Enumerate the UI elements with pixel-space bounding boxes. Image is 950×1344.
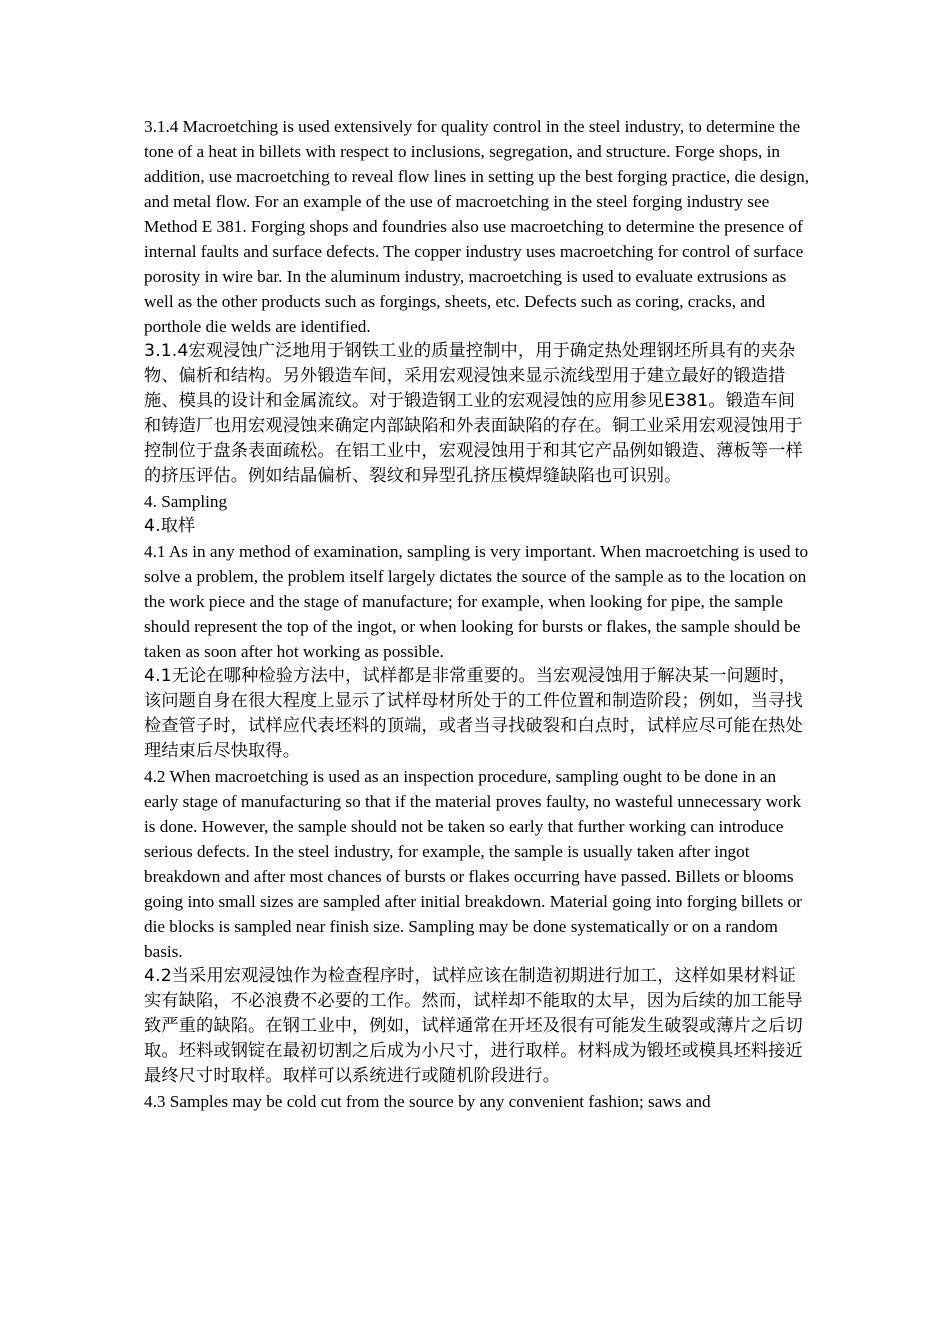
paragraph-4-2-en: 4.2 When macroetching is used as an inspection procedure, sampling ought to be done in an early stage of manufacturing so that if the material proves faulty, no wasteful unnecessary work is done. However, the sample should not be taken so early that further working can introduce serious defects. In the steel industry, for example, the sample is usually taken after ingot breakdown and after most chances of bursts or flakes occurring have passed. Billets or blooms going into small sizes are sampled after initial breakdown. Material going into forging billets or die blocks is sampled near finish size. Sampling may be done systematically or on a random basis.: [144, 767, 802, 961]
paragraph-4-1-en: 4.1 As in any method of examination, sampling is very important. When macroetching is used to solve a problem, the problem itself largely dictates the source of the sample as to the location on the work piece and the stage of manufacture; for example, when looking for pipe, the sample should represent the top of the ingot, or when looking for bursts or flakes, the sample should be taken as soon after hot working as possible.: [144, 542, 809, 661]
section-heading-sampling-zh: 4.取样: [144, 516, 196, 536]
document-body: [144, 114, 810, 1114]
paragraph-4-3-en: 4.3 Samples may be cold cut from the source by any convenient fashion; saws and: [144, 1092, 711, 1111]
section-heading-sampling-en: 4. Sampling: [144, 492, 228, 511]
paragraph-3-1-4-zh: 3.1.4宏观浸蚀广泛地用于钢铁工业的质量控制中，用于确定热处理钢坯所具有的夹杂物、偏析和结构。另外锻造车间，采用宏观浸蚀来显示流线型用于建立最好的锻造措施、模具的设计和金属流纹。对于锻造钢工业的宏观浸蚀的应用参见E381。锻造车间和铸造厂也用宏观浸蚀来确定内部缺陷和外表面缺陷的存在。铜工业采用宏观浸蚀用于控制位于盘条表面疏松。在铝工业中，宏观浸蚀用于和其它产品例如锻造、薄板等一样的挤压评估。例如结晶偏析、裂纹和异型孔挤压模焊缝缺陷也可识别。: [144, 341, 803, 486]
paragraph-3-1-4-en: 3.1.4 Macroetching is used extensively for quality control in the steel industry, to determine the tone of a heat in billets with respect to inclusions, segregation, and structure. Forge shops, in addition, use macroetching to reveal flow lines in setting up the best forging practice, die design, and metal flow. For an example of the use of macroetching in the steel forging industry see Method E 381. Forging shops and foundries also use macroetching to determine the presence of internal faults and surface defects. The copper industry uses macroetching for control of surface porosity in wire bar. In the aluminum industry, macroetching is used to evaluate extrusions as well as the other products such as forgings, sheets, etc. Defects such as coring, cracks, and porthole die welds are identified.: [144, 117, 810, 336]
paragraph-4-1-zh: 4.1无论在哪种检验方法中，试样都是非常重要的。当宏观浸蚀用于解决某一问题时，该问题自身在很大程度上显示了试样母材所处于的工件位置和制造阶段；例如，当寻找检查管子时，试样应代表坯料的顶端，或者当寻找破裂和白点时，试样应尽可能在热处理结束后尽快取得。: [144, 666, 803, 761]
paragraph-4-2-zh: 4.2当采用宏观浸蚀作为检查程序时，试样应该在制造初期进行加工，这样如果材料证实有缺陷，不必浪费不必要的工作。然而，试样却不能取的太早，因为后续的加工能导致严重的缺陷。在钢工业中，例如，试样通常在开坯及很有可能发生破裂或薄片之后切取。坯料或钢锭在最初切割之后成为小尺寸，进行取样。材料成为锻坯或模具坯料接近最终尺寸时取样。取样可以系统进行或随机阶段进行。: [144, 966, 803, 1086]
